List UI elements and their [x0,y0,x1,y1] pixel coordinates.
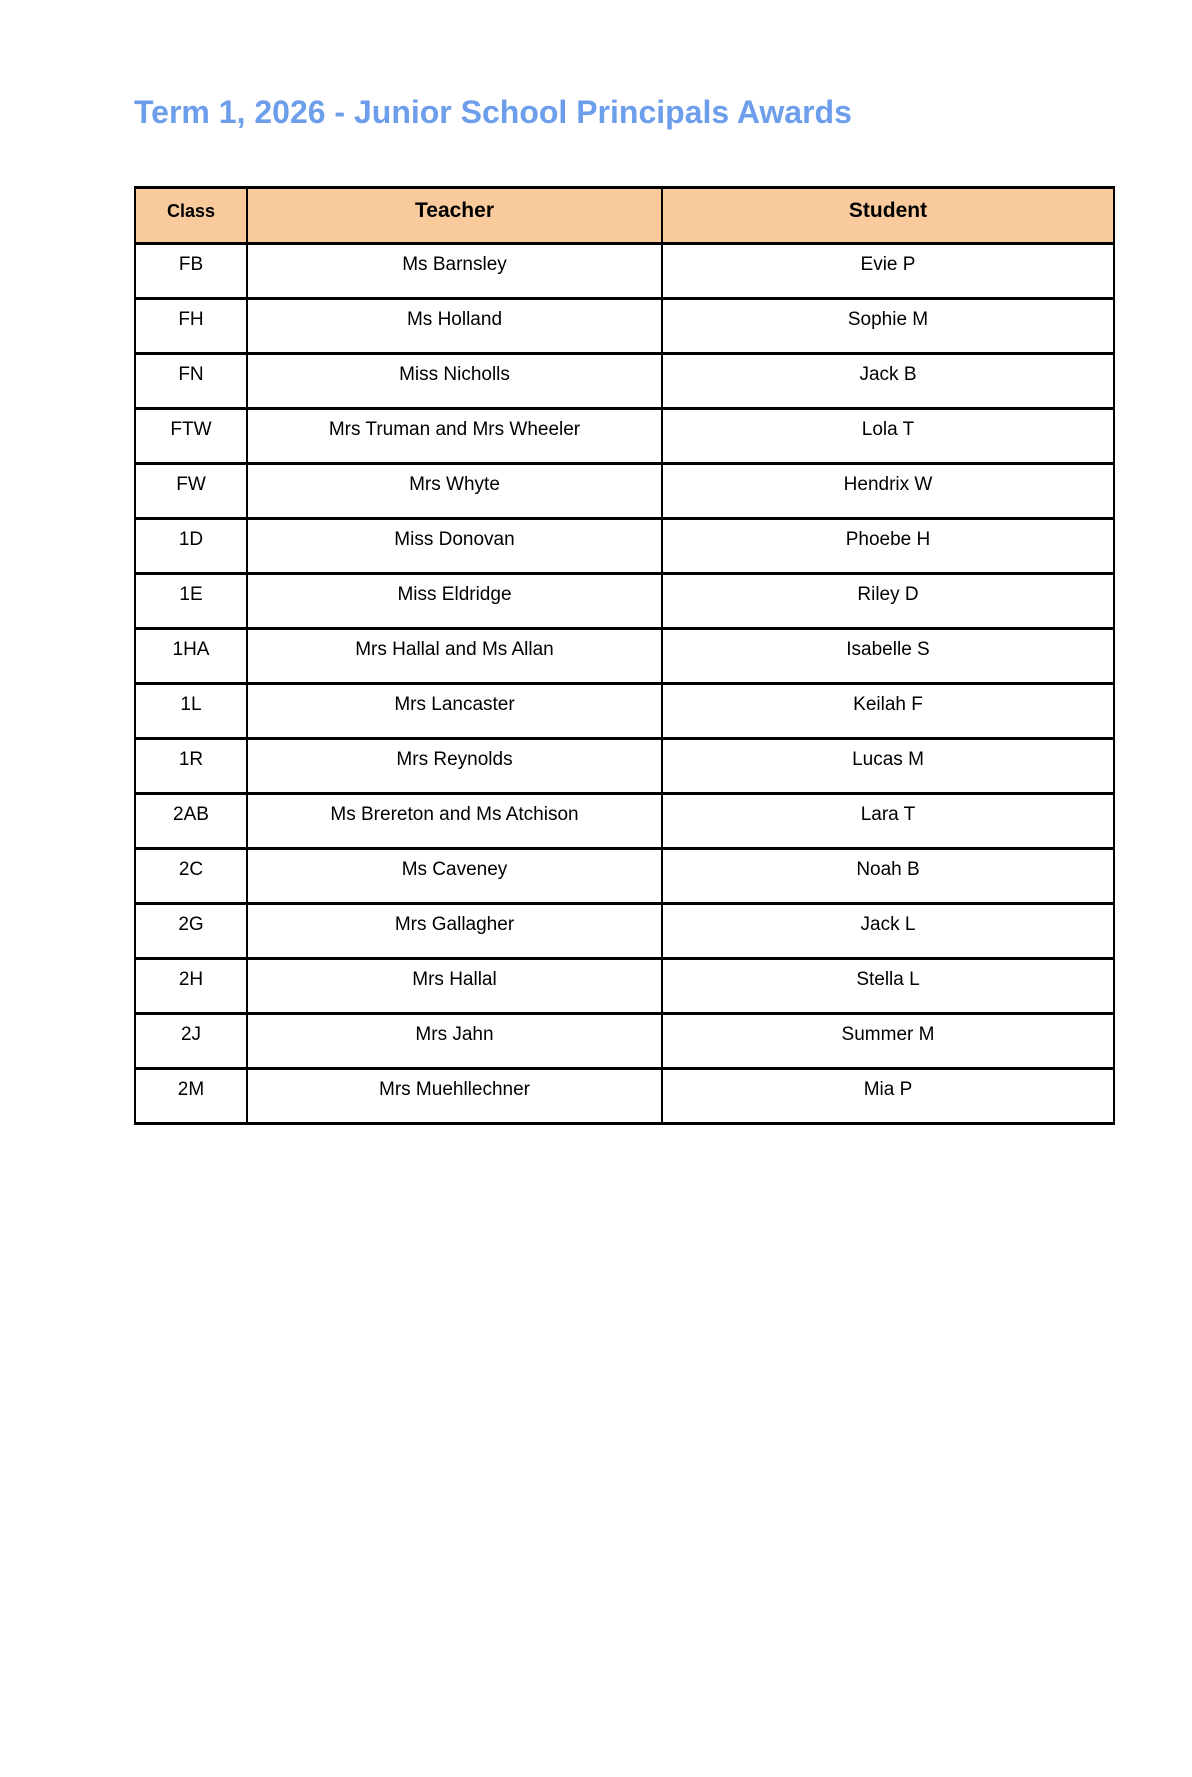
student-cell: Noah B [662,849,1114,904]
table-row [135,574,1114,629]
teacher-cell: Ms Holland [247,299,662,354]
student-cell: Phoebe H [662,519,1114,574]
table-row [135,409,1114,464]
teacher-cell: Mrs Hallal and Ms Allan [247,629,662,684]
class-cell: FB [135,244,247,299]
table-row [135,849,1114,904]
teacher-cell: Mrs Reynolds [247,739,662,794]
teacher-cell: Mrs Whyte [247,464,662,519]
student-cell: Stella L [662,959,1114,1014]
student-cell: Riley D [662,574,1114,629]
table-row [135,244,1114,299]
table-row [135,519,1114,574]
teacher-cell: Ms Caveney [247,849,662,904]
student-cell: Sophie M [662,299,1114,354]
teacher-cell: Mrs Lancaster [247,684,662,739]
table-row [135,1069,1114,1124]
table-row [135,684,1114,739]
table-body [135,244,1114,1124]
student-cell: Lara T [662,794,1114,849]
class-cell: FW [135,464,247,519]
table-row [135,354,1114,409]
class-cell: 2H [135,959,247,1014]
teacher-cell: Miss Eldridge [247,574,662,629]
class-cell: 1D [135,519,247,574]
class-cell: 1R [135,739,247,794]
table-row [135,959,1114,1014]
teacher-cell: Miss Donovan [247,519,662,574]
page-title: Term 1, 2026 - Junior School Principals Awards [134,94,852,130]
table-row [135,464,1114,519]
header-cell-student: Student [662,188,1114,244]
class-cell: 1E [135,574,247,629]
student-cell: Jack B [662,354,1114,409]
student-cell: Isabelle S [662,629,1114,684]
table-row [135,629,1114,684]
class-cell: FH [135,299,247,354]
student-cell: Lola T [662,409,1114,464]
header-cell-teacher: Teacher [247,188,662,244]
teacher-cell: Mrs Truman and Mrs Wheeler [247,409,662,464]
class-cell: 2AB [135,794,247,849]
table-row [135,1014,1114,1069]
class-cell: 2J [135,1014,247,1069]
teacher-cell: Ms Brereton and Ms Atchison [247,794,662,849]
teacher-cell: Mrs Gallagher [247,904,662,959]
table-row [135,299,1114,354]
class-cell: FTW [135,409,247,464]
student-cell: Hendrix W [662,464,1114,519]
table-row [135,904,1114,959]
header-cell-class: Class [135,188,247,244]
student-cell: Keilah F [662,684,1114,739]
teacher-cell: Mrs Muehllechner [247,1069,662,1124]
student-cell: Evie P [662,244,1114,299]
table-row [135,794,1114,849]
class-cell: 2C [135,849,247,904]
teacher-cell: Mrs Jahn [247,1014,662,1069]
class-cell: FN [135,354,247,409]
student-cell: Lucas M [662,739,1114,794]
teacher-cell: Miss Nicholls [247,354,662,409]
student-cell: Jack L [662,904,1114,959]
awards-table [134,186,1115,1125]
class-cell: 2M [135,1069,247,1124]
table-row [135,739,1114,794]
teacher-cell: Mrs Hallal [247,959,662,1014]
student-cell: Summer M [662,1014,1114,1069]
student-cell: Mia P [662,1069,1114,1124]
teacher-cell: Ms Barnsley [247,244,662,299]
class-cell: 1L [135,684,247,739]
class-cell: 2G [135,904,247,959]
table-header-row [135,188,1114,244]
class-cell: 1HA [135,629,247,684]
